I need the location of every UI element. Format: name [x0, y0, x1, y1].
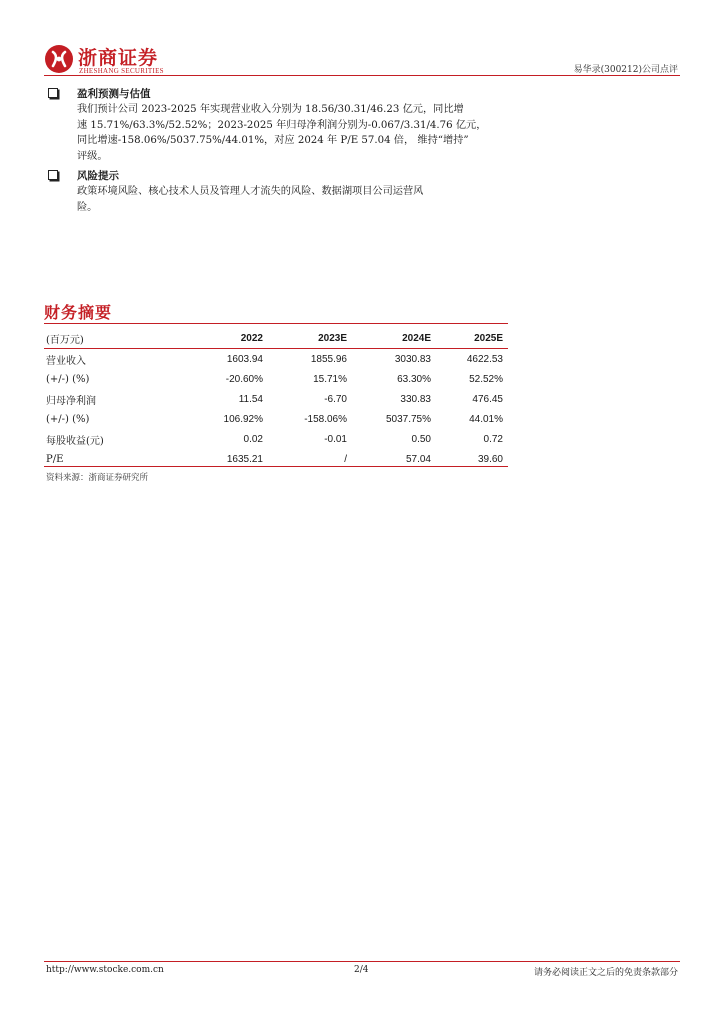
table-cell: 4622.53 [466, 353, 503, 365]
table-source-note: 资料来源：浙商证券研究所 [46, 473, 149, 483]
table-cell: / [344, 453, 347, 465]
table-cell: 0.72 [483, 433, 503, 445]
table-row [44, 429, 508, 449]
row-label: (+/-) (%) [46, 413, 90, 425]
section-title: 风险提示 [77, 170, 119, 182]
logo-cn-text: 浙商证券 [78, 47, 159, 69]
financial-summary-title: 财务摘要 [44, 303, 113, 322]
row-label: 归母净利润 [46, 395, 96, 407]
footer-disclaimer: 请务必阅读正文之后的免责条款部分 [533, 968, 678, 978]
row-label: (+/-) (%) [46, 373, 90, 385]
footer-divider [44, 961, 680, 962]
table-cell: 57.04 [405, 453, 431, 465]
header-cell: (百万元) [44, 328, 156, 349]
table-cell: 106.92% [223, 413, 263, 425]
row-label: P/E [46, 453, 64, 465]
body-line: 险。 [77, 201, 98, 213]
section-body [77, 102, 517, 164]
table-row [44, 389, 508, 409]
table-row [44, 409, 508, 429]
section-title: 盈利预测与估值 [77, 88, 151, 100]
table-cell: 15.71% [313, 373, 347, 385]
page-number: 2/4 [354, 965, 369, 975]
body-line: 政策环境风险、核心技术人员及管理人才流失的风险、数据湖项目公司运营风 [77, 186, 424, 197]
header-cell: 2022 [156, 328, 268, 349]
risk-section [48, 168, 508, 218]
table-cell: 1603.94 [226, 353, 263, 365]
table-cell: 11.54 [238, 393, 263, 405]
body-line: 同比增速-158.06%/5037.75%/44.01%，对应 2024 年 P/E 57.04 倍， 维持“增持” [77, 135, 469, 146]
table-cell: -6.70 [324, 393, 347, 405]
report-tag: 易华录(300212)公司点评 [573, 65, 678, 75]
table-cell: -0.01 [324, 433, 347, 445]
financial-summary-table [44, 328, 508, 469]
body-line: 速 15.71%/63.3%/52.52%；2023-2025 年归母净利润分别为-0.067/3.31/4.76 亿元， [77, 119, 487, 131]
table-cell: 1635.21 [226, 453, 263, 465]
checkbox-bullet-icon [48, 170, 58, 180]
table-cell: -20.60% [225, 373, 263, 385]
table-cell: 330.83 [400, 393, 431, 405]
earnings-forecast-section [48, 86, 508, 166]
table-header-row [44, 328, 508, 349]
body-line: 评级。 [77, 150, 108, 162]
table-cell: 476.45 [472, 393, 503, 405]
row-label: 每股收益(元) [46, 435, 104, 447]
header-divider [44, 75, 680, 76]
table-cell: -158.06% [304, 413, 347, 425]
zheshang-logo-icon [44, 44, 74, 74]
header-cell: 2024E [352, 328, 436, 349]
table-cell: 39.60 [477, 453, 503, 465]
table-cell: 3030.83 [394, 353, 431, 365]
checkbox-bullet-icon [48, 88, 58, 98]
table-cell: 1855.96 [310, 353, 347, 365]
table-cell: 44.01% [469, 413, 503, 425]
table-top-rule [44, 323, 508, 324]
table-cell: 0.02 [243, 433, 263, 445]
header-cell: 2023E [268, 328, 352, 349]
table-row [44, 349, 508, 370]
row-label: 营业收入 [46, 355, 86, 367]
table-cell: 63.30% [397, 373, 431, 385]
header-cell: 2025E [436, 328, 508, 349]
table-cell: 0.50 [411, 433, 431, 445]
table-cell: 52.52% [469, 373, 503, 385]
table-cell: 5037.75% [385, 413, 431, 425]
table-row [44, 369, 508, 389]
table-bottom-rule [44, 466, 508, 467]
logo-en-text: ZHESHANG SECURITIES [79, 67, 164, 75]
section-body [77, 184, 517, 215]
footer-url-link[interactable]: http://www.stocke.com.cn [46, 965, 164, 975]
brand-logo [44, 42, 168, 78]
body-line: 我们预计公司 2023-2025 年实现营业收入分别为 18.56/30.31/46.23 亿元，同比增 [77, 104, 464, 115]
